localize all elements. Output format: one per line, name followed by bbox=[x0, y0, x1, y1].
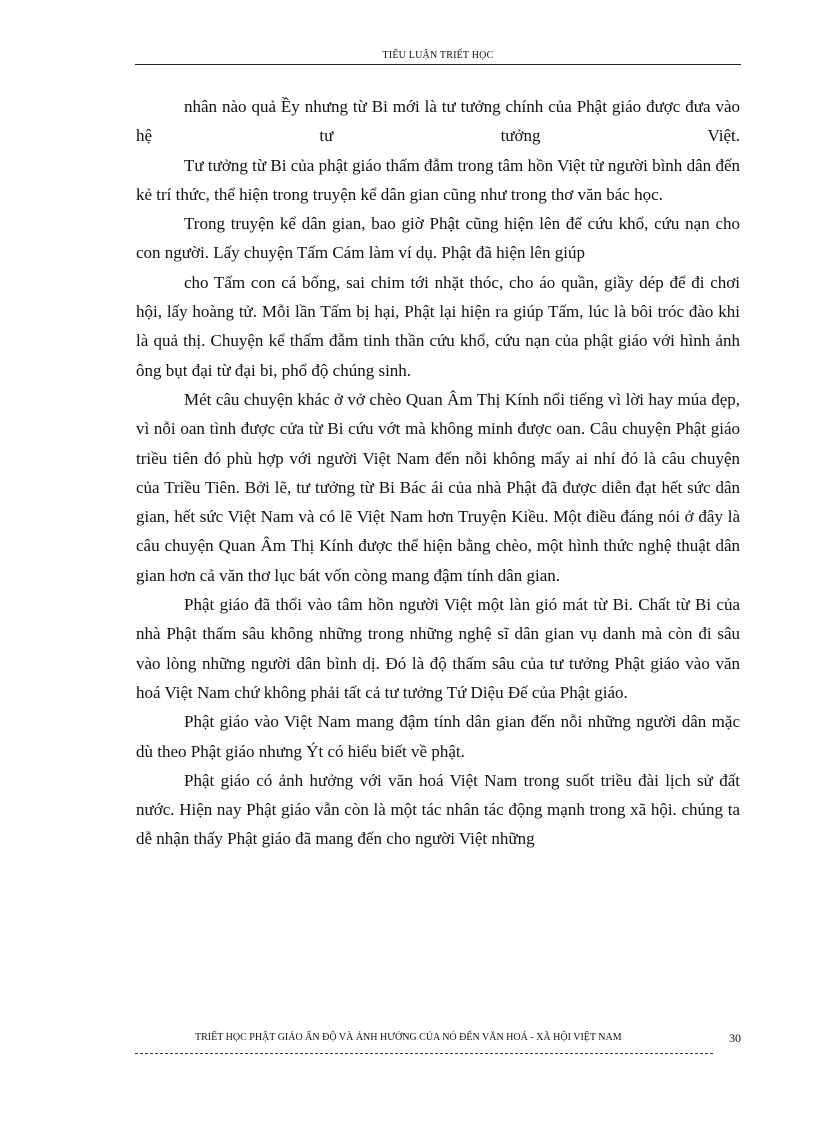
running-header: TIỂU LUẬN TRIẾT HỌC bbox=[382, 50, 494, 61]
paragraph-3: Trong truyện kể dân gian, bao giờ Phật cũng hiện lên để cứu khổ, cứu nạn cho con người. Lấy chuyện Tấm Cám làm ví dụ. Phật đã hiện lên giúp bbox=[136, 214, 740, 263]
paragraph-2: Tư tưởng từ Bi của phật giáo thấm đẫm trong tâm hồn Việt từ người bình dân đến kẻ trí thức, thể hiện trong truyện kể dân gian cũng như trong thơ văn bác học. bbox=[136, 155, 740, 204]
paragraph-1: nhân nào quả Ềy nhưng từ Bi mới là tư tưởng chính của Phật giáo được đưa vào hệ tư tưởng Việt. bbox=[136, 97, 740, 146]
paragraph-5: Mét câu chuyện khác ở vở chèo Quan Âm Thị Kính nổi tiếng vì lời hay múa đẹp, vì nỗi oan tình được cửa từ Bi cứu vớt mà không minh được oan. Câu chuyện Phật giáo triều tiên đó phù hợp với người Việt Nam đến nỗi không mấy ai nhí đó là câu chuyện của Triều Tiên. Bởi lẽ, tư tưởng từ Bi Bác ái của nhà Phật đã được diễn đạt hết sức dân gian, hết sức Việt Nam và có lẽ Việt Nam hơn Truyện Kiều. Một điều đáng nói ở đây là câu chuyện Quan Âm Thị Kính được thể hiện bằng chèo, một hình thức nghệ thuật dân gian hơn cả văn thơ lục bát vốn còng mang đậm tính dân gian. bbox=[136, 389, 740, 585]
footer-divider bbox=[135, 1053, 713, 1054]
paragraph-7: Phật giáo vào Việt Nam mang đậm tính dân gian đến nỗi những người dân mặc dù theo Phật giáo nhưng Ýt có hiểu biết về phật. bbox=[136, 712, 740, 761]
paragraph-6: Phật giáo đã thổi vào tâm hồn người Việt một làn gió mát từ Bi. Chất từ Bi của nhà Phật thấm sâu không những trong những nghệ sĩ dân gian vụ danh mà còn đi sâu vào lòng những người dân bình dị. Đó là độ thấm sâu của tư tưởng Phật giáo vào văn hoá Việt Nam chứ không phải tất cả tư tưởng Tứ Diệu Đế của Phật giáo. bbox=[136, 595, 740, 702]
body-text bbox=[136, 92, 740, 854]
footer-title: TRIẾT HỌC PHẬT GIÁO ẤN ĐỘ VÀ ẢNH HƯỞNG CỦA NÓ ĐẾN VĂN HOÁ - XÃ HỘI VIỆT NAM bbox=[195, 1032, 622, 1043]
header-divider bbox=[135, 64, 741, 65]
paragraph-4: cho Tấm con cá bống, sai chim tới nhặt thóc, cho áo quần, giầy dép để đi chơi hội, lấy hoàng tử. Mỗi lần Tấm bị hại, Phật lại hiện ra giúp Tấm, lúc là bôi tróc đào khi là quả thị. Chuyện kể thấm đẫm tinh thần cứu khổ, cứu nạn của phật giáo với hình ảnh ông bụt đại từ đại bi, phổ độ chúng sinh. bbox=[136, 272, 740, 380]
paragraph-8: Phật giáo có ảnh hưởng với văn hoá Việt Nam trong suốt triều đài lịch sử đất nước. Hiện nay Phật giáo vẫn còn là một tác nhân tác động mạnh trong xã hội. chúng ta dễ nhận thấy Phật giáo đã mang đến cho người Việt những bbox=[136, 770, 740, 849]
running-footer bbox=[135, 1032, 741, 1048]
page-number: 30 bbox=[729, 1031, 741, 1045]
